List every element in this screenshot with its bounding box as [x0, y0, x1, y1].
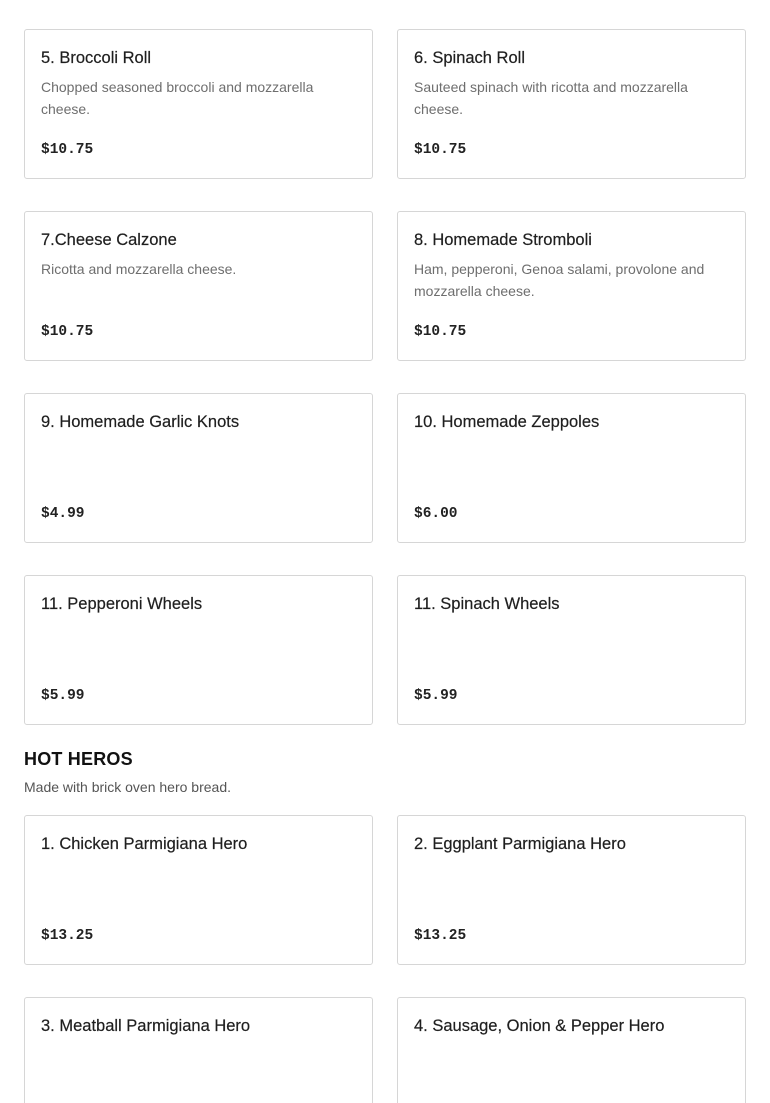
item-name: 6. Spinach Roll	[414, 49, 525, 67]
menu-item-card[interactable]	[397, 575, 746, 725]
item-price: $4.99	[41, 506, 85, 522]
item-price: $10.75	[41, 324, 94, 340]
item-description: Chopped seasoned broccoli and mozzarella cheese.	[41, 79, 314, 117]
menu-item-card[interactable]	[24, 997, 373, 1103]
menu-item-card[interactable]	[24, 29, 373, 179]
item-price: $10.75	[41, 142, 94, 158]
item-description: Sauteed spinach with ricotta and mozzarella cheese.	[414, 79, 688, 117]
item-price: $13.25	[41, 928, 94, 944]
item-name: 10. Homemade Zeppoles	[414, 413, 600, 431]
menu-item-card[interactable]	[24, 211, 373, 361]
menu-item-card[interactable]	[397, 997, 746, 1103]
item-price: $10.75	[414, 142, 467, 158]
item-price: $13.25	[414, 928, 467, 944]
item-name: 2. Eggplant Parmigiana Hero	[414, 835, 626, 853]
item-price: $6.00	[414, 506, 458, 522]
item-name: 5. Broccoli Roll	[41, 49, 152, 67]
menu-item-card[interactable]	[24, 815, 373, 965]
item-description: Ricotta and mozzarella cheese.	[41, 261, 237, 277]
section-subtitle: Made with brick oven hero bread.	[24, 779, 231, 795]
item-name: 1. Chicken Parmigiana Hero	[41, 835, 248, 853]
item-name: 4. Sausage, Onion & Pepper Hero	[414, 1017, 665, 1035]
section-title: HOT HEROS	[24, 749, 133, 769]
menu-item-card[interactable]	[397, 393, 746, 543]
item-name: 7.Cheese Calzone	[41, 231, 177, 249]
item-description: Ham, pepperoni, Genoa salami, provolone and mozzarella cheese.	[414, 261, 705, 299]
menu-item-card[interactable]	[24, 575, 373, 725]
item-name: 11. Pepperoni Wheels	[41, 595, 203, 613]
item-name: 11. Spinach Wheels	[414, 595, 560, 613]
item-name: 3. Meatball Parmigiana Hero	[41, 1017, 251, 1035]
item-price: $5.99	[41, 688, 85, 704]
item-price: $10.75	[414, 324, 467, 340]
menu-item-card[interactable]	[397, 29, 746, 179]
menu-item-card[interactable]	[24, 393, 373, 543]
item-name: 8. Homemade Stromboli	[414, 231, 592, 249]
menu-item-card[interactable]	[397, 211, 746, 361]
item-name: 9. Homemade Garlic Knots	[41, 413, 240, 431]
item-price: $5.99	[414, 688, 458, 704]
menu-item-card[interactable]	[397, 815, 746, 965]
